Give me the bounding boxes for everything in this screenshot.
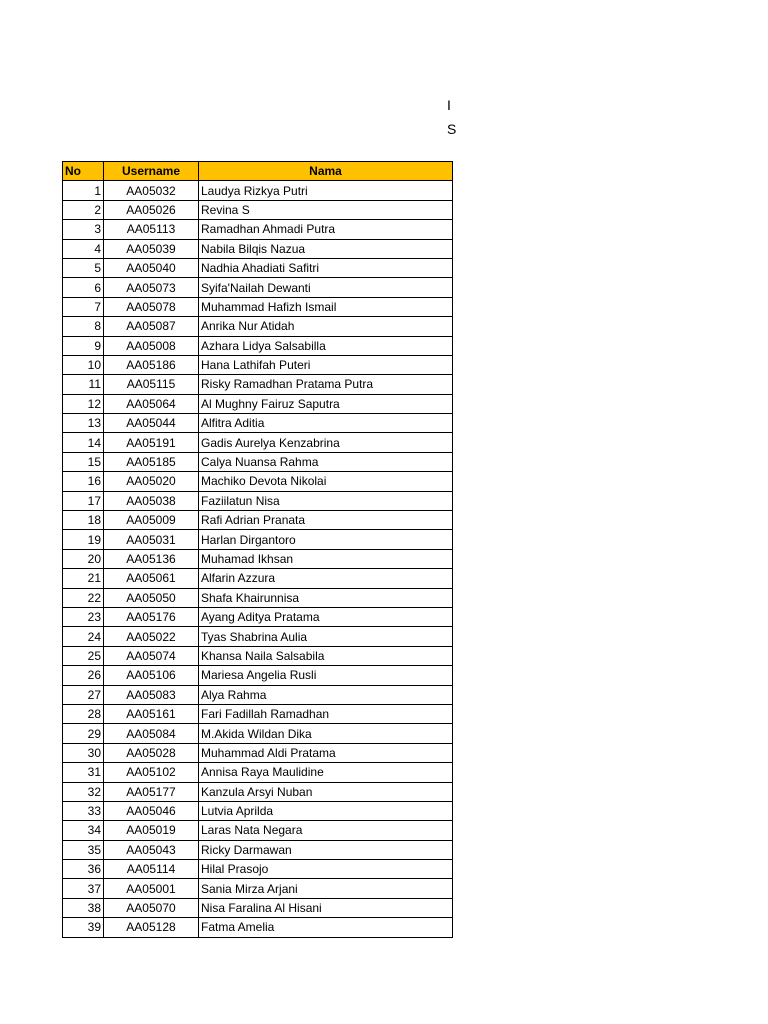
table-row (63, 704, 453, 723)
cell-nama: M.Akida Wildan Dika (199, 724, 453, 743)
cell-no: 8 (63, 317, 104, 336)
table-row (63, 355, 453, 374)
cell-nama: Mariesa Angelia Rusli (199, 666, 453, 685)
cell-no: 25 (63, 646, 104, 665)
cell-no: 39 (63, 918, 104, 937)
cell-no: 16 (63, 472, 104, 491)
table-row (63, 239, 453, 258)
cell-nama: Hana Lathifah Puteri (199, 355, 453, 374)
cell-nama: Machiko Devota Nikolai (199, 472, 453, 491)
cell-no: 21 (63, 569, 104, 588)
table-row (63, 530, 453, 549)
cell-username: AA05136 (104, 549, 199, 568)
cell-nama: Annisa Raya Maulidine (199, 763, 453, 782)
cell-no: 15 (63, 452, 104, 471)
cell-username: AA05001 (104, 879, 199, 898)
cell-no: 28 (63, 704, 104, 723)
cell-nama: Harlan Dirgantoro (199, 530, 453, 549)
cell-no: 14 (63, 433, 104, 452)
table-row (63, 452, 453, 471)
cell-nama: Ricky Darmawan (199, 840, 453, 859)
cell-username: AA05083 (104, 685, 199, 704)
table-row (63, 801, 453, 820)
cell-username: AA05114 (104, 860, 199, 879)
cell-no: 10 (63, 355, 104, 374)
cell-username: AA05106 (104, 666, 199, 685)
cell-nama: Ramadhan Ahmadi Putra (199, 220, 453, 239)
cell-nama: Nisa Faralina Al Hisani (199, 898, 453, 917)
cell-no: 7 (63, 297, 104, 316)
cell-no: 33 (63, 801, 104, 820)
cell-nama: Sania Mirza Arjani (199, 879, 453, 898)
cell-username: AA05078 (104, 297, 199, 316)
table-row (63, 782, 453, 801)
table-row (63, 666, 453, 685)
cell-nama: Fari Fadillah Ramadhan (199, 704, 453, 723)
cell-no: 22 (63, 588, 104, 607)
cell-nama: Muhamad Ikhsan (199, 549, 453, 568)
clipped-title-line-2: S (447, 121, 457, 137)
cell-nama: Anrika Nur Atidah (199, 317, 453, 336)
cell-nama: Lutvia Aprilda (199, 801, 453, 820)
cell-nama: Hilal Prasojo (199, 860, 453, 879)
cell-username: AA05070 (104, 898, 199, 917)
cell-nama: Muhammad Aldi Pratama (199, 743, 453, 762)
table-header-row (63, 162, 453, 181)
cell-username: AA05074 (104, 646, 199, 665)
cell-nama: Rafi Adrian Pranata (199, 511, 453, 530)
table-row (63, 724, 453, 743)
cell-username: AA05064 (104, 394, 199, 413)
cell-nama: Fatma Amelia (199, 918, 453, 937)
cell-no: 29 (63, 724, 104, 743)
cell-no: 19 (63, 530, 104, 549)
cell-username: AA05032 (104, 181, 199, 200)
table-row (63, 918, 453, 937)
cell-username: AA05161 (104, 704, 199, 723)
cell-no: 26 (63, 666, 104, 685)
cell-nama: Kanzula Arsyi Nuban (199, 782, 453, 801)
cell-nama: Muhammad Hafizh Ismail (199, 297, 453, 316)
cell-no: 32 (63, 782, 104, 801)
table-row (63, 840, 453, 859)
cell-username: AA05191 (104, 433, 199, 452)
table-row (63, 879, 453, 898)
cell-nama: Shafa Khairunnisa (199, 588, 453, 607)
table-row (63, 297, 453, 316)
clipped-title-line-1: I (447, 97, 451, 113)
cell-nama: Tyas Shabrina Aulia (199, 627, 453, 646)
cell-username: AA05113 (104, 220, 199, 239)
cell-username: AA05185 (104, 452, 199, 471)
cell-username: AA05019 (104, 821, 199, 840)
cell-username: AA05177 (104, 782, 199, 801)
header-nama: Nama (199, 162, 453, 181)
cell-no: 13 (63, 414, 104, 433)
table-row (63, 511, 453, 530)
student-table (62, 161, 453, 938)
table-row (63, 763, 453, 782)
cell-no: 20 (63, 549, 104, 568)
cell-nama: Azhara Lidya Salsabilla (199, 336, 453, 355)
cell-no: 36 (63, 860, 104, 879)
table-row (63, 278, 453, 297)
cell-no: 37 (63, 879, 104, 898)
table-row (63, 860, 453, 879)
cell-no: 18 (63, 511, 104, 530)
table-row (63, 588, 453, 607)
table-body (63, 181, 453, 937)
cell-username: AA05046 (104, 801, 199, 820)
table-row (63, 317, 453, 336)
cell-username: AA05084 (104, 724, 199, 743)
cell-username: AA05020 (104, 472, 199, 491)
cell-username: AA05050 (104, 588, 199, 607)
cell-username: AA05128 (104, 918, 199, 937)
cell-nama: Laras Nata Negara (199, 821, 453, 840)
header-no: No (63, 162, 104, 181)
cell-nama: Nadhia Ahadiati Safitri (199, 258, 453, 277)
cell-no: 4 (63, 239, 104, 258)
table-row (63, 569, 453, 588)
cell-nama: Khansa Naila Salsabila (199, 646, 453, 665)
cell-nama: Laudya Rizkya Putri (199, 181, 453, 200)
cell-username: AA05008 (104, 336, 199, 355)
cell-nama: Calya Nuansa Rahma (199, 452, 453, 471)
table-row (63, 821, 453, 840)
cell-username: AA05102 (104, 763, 199, 782)
table-row (63, 414, 453, 433)
table-row (63, 394, 453, 413)
cell-nama: Gadis Aurelya Kenzabrina (199, 433, 453, 452)
table-row (63, 433, 453, 452)
cell-username: AA05073 (104, 278, 199, 297)
table-row (63, 220, 453, 239)
table-row (63, 181, 453, 200)
cell-username: AA05061 (104, 569, 199, 588)
table-row (63, 472, 453, 491)
cell-no: 3 (63, 220, 104, 239)
cell-no: 12 (63, 394, 104, 413)
cell-username: AA05009 (104, 511, 199, 530)
table-row (63, 491, 453, 510)
cell-nama: Nabila Bilqis Nazua (199, 239, 453, 258)
table-row (63, 646, 453, 665)
table-row (63, 336, 453, 355)
cell-username: AA05186 (104, 355, 199, 374)
table-row (63, 200, 453, 219)
table-row (63, 375, 453, 394)
cell-username: AA05026 (104, 200, 199, 219)
cell-no: 11 (63, 375, 104, 394)
cell-nama: Alfitra Aditia (199, 414, 453, 433)
cell-no: 5 (63, 258, 104, 277)
cell-username: AA05176 (104, 607, 199, 626)
cell-no: 1 (63, 181, 104, 200)
cell-username: AA05028 (104, 743, 199, 762)
cell-no: 34 (63, 821, 104, 840)
cell-no: 30 (63, 743, 104, 762)
cell-no: 17 (63, 491, 104, 510)
cell-username: AA05022 (104, 627, 199, 646)
cell-nama: Syifa'Nailah Dewanti (199, 278, 453, 297)
cell-username: AA05039 (104, 239, 199, 258)
cell-nama: Ayang Aditya Pratama (199, 607, 453, 626)
cell-no: 6 (63, 278, 104, 297)
cell-no: 31 (63, 763, 104, 782)
cell-nama: Al Mughny Fairuz Saputra (199, 394, 453, 413)
table-row (63, 549, 453, 568)
cell-no: 27 (63, 685, 104, 704)
cell-no: 2 (63, 200, 104, 219)
table-row (63, 258, 453, 277)
cell-no: 24 (63, 627, 104, 646)
cell-nama: Revina S (199, 200, 453, 219)
cell-username: AA05038 (104, 491, 199, 510)
table-row (63, 627, 453, 646)
cell-no: 9 (63, 336, 104, 355)
cell-username: AA05087 (104, 317, 199, 336)
table-row (63, 685, 453, 704)
cell-no: 38 (63, 898, 104, 917)
cell-username: AA05040 (104, 258, 199, 277)
table-row (63, 898, 453, 917)
clipped-title (447, 93, 455, 141)
header-username: Username (104, 162, 199, 181)
table-row (63, 607, 453, 626)
cell-username: AA05115 (104, 375, 199, 394)
cell-nama: Alya Rahma (199, 685, 453, 704)
cell-username: AA05044 (104, 414, 199, 433)
cell-no: 23 (63, 607, 104, 626)
table-row (63, 743, 453, 762)
cell-nama: Risky Ramadhan Pratama Putra (199, 375, 453, 394)
cell-nama: Alfarin Azzura (199, 569, 453, 588)
cell-nama: Faziilatun Nisa (199, 491, 453, 510)
cell-username: AA05043 (104, 840, 199, 859)
cell-username: AA05031 (104, 530, 199, 549)
cell-no: 35 (63, 840, 104, 859)
